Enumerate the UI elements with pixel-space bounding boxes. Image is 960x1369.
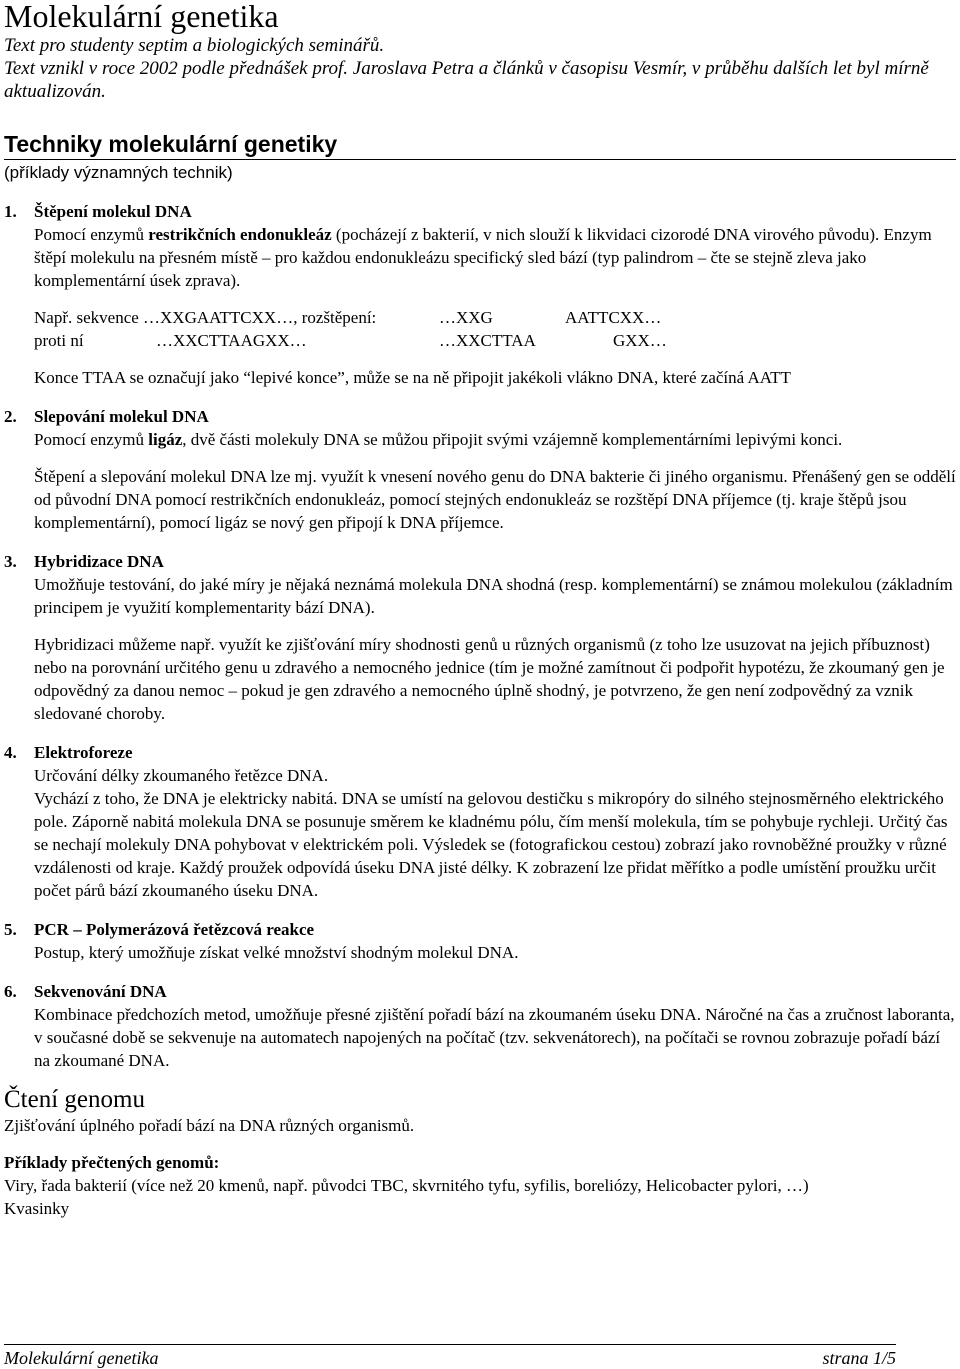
list-item-pcr xyxy=(4,918,956,964)
list-item-hybridization xyxy=(4,550,956,725)
genome-examples-label xyxy=(4,1151,956,1174)
bold-term: ligáz xyxy=(148,430,183,449)
item-title: PCR – Polymerázová řetězcová reakce xyxy=(34,920,315,939)
text-run: , dvě části molekuly DNA se můžou připojit svými vzájemně komplementárními lepivými konci. xyxy=(182,430,843,449)
document-title: Molekulární genetika xyxy=(4,0,279,34)
sequence-row xyxy=(34,306,956,329)
item-number: 1. xyxy=(4,202,17,221)
text-run: Pomocí enzymů xyxy=(34,430,149,449)
item-body xyxy=(34,741,956,902)
genome-heading: Čtení genomu xyxy=(4,1086,145,1113)
bold-term: restrikčních endonukleáz xyxy=(148,225,332,244)
item-number: 2. xyxy=(4,407,17,426)
sequence-label: proti ní xyxy=(34,331,84,350)
sequence-fragment: …XXG xyxy=(439,308,493,327)
item-paragraph xyxy=(34,223,956,292)
item-number: 5. xyxy=(4,920,17,939)
page-number: strana 1/5 xyxy=(822,1348,896,1368)
sequence-row xyxy=(34,329,956,352)
item-body xyxy=(34,550,956,725)
item-number: 6. xyxy=(4,982,17,1001)
document-origin-note: Text vznikl v roce 2002 podle přednášek prof. Jaroslava Petra a článků v časopisu Vesmír, v průběhu dalších let byl mírně aktualizován. xyxy=(4,58,929,102)
genome-example-line: Viry, řada bakterií (více než 20 kmenů, např. původci TBC, skvrnitého tyfu, syfilis, boreliózy, Helicobacter pylori, …) xyxy=(4,1176,809,1195)
list-item-ligation xyxy=(4,405,956,534)
list-item-electrophoresis xyxy=(4,741,956,902)
item-paragraph: Hybridizaci můžeme např. využít ke zjišťování míry shodnosti genů u různých organismů (z toho lze usuzovat na jejich příbuznost) nebo na porovnání určitého genu u zdravého a nemocného jednice (tím je možné zamítnout či podpořit hypotézu, že zkoumaný gen je odpovědný za danou nemoc – pokud je gen zdravého a nemocného úplně shodný, je potvrzeno, že gen není zodpovědný za vznik sledované choroby. xyxy=(34,635,945,723)
item-body xyxy=(34,200,956,389)
item-paragraph xyxy=(34,428,956,451)
sequence-fragment: AATTCXX… xyxy=(565,308,662,327)
item-paragraph: Štěpení a slepování molekul DNA lze mj. využít k vnesení nového genu do DNA bakterie či jiného organismu. Přenášený gen se oddělí od původní DNA pomocí restrikčních endonukleáz, pomocí stejných endonukleáz se rozštěpí DNA příjemce (tj. kraje štěpů jsou komplementární), pomocí ligáz se nový gen připojí k DNA příjemce. xyxy=(34,467,956,532)
genome-example-line: Kvasinky xyxy=(4,1199,70,1218)
text-run: (pocházejí z bakterií, v nich slouží k likvidaci cizorodé DNA virového původu). Enzym štěpí molekulu na přesném místě – pro každou endonukleázu specifický sled bází (typ palindrom – čte se stejně zleva jako komplementární úsek zprava). xyxy=(34,225,932,290)
sequence-fragment: GXX… xyxy=(613,331,667,350)
sequence-fragment: …XXCTTAAGXX… xyxy=(156,331,307,350)
item-title: Štěpení molekul DNA xyxy=(34,202,192,221)
sequence-label: Např. sekvence …XXGAATTCXX…, rozštěpení: xyxy=(34,308,377,327)
item-paragraph: Postup, který umožňuje získat velké množství shodným molekul DNA. xyxy=(34,943,519,962)
item-title: Hybridizace DNA xyxy=(34,552,164,571)
item-title: Elektroforeze xyxy=(34,743,133,762)
item-body xyxy=(34,980,956,1072)
item-body xyxy=(34,918,956,964)
item-paragraph: Určování délky zkoumaného řetězce DNA. xyxy=(34,766,329,785)
section-heading: Techniky molekulární genetiky xyxy=(4,131,956,160)
genome-intro: Zjišťování úplného pořadí bází na DNA různých organismů. xyxy=(4,1116,415,1135)
section-subheading: (příklady významných technik) xyxy=(4,163,233,182)
item-number: 4. xyxy=(4,743,17,762)
item-title: Sekvenování DNA xyxy=(34,982,167,1001)
text-run: Pomocí enzymů xyxy=(34,225,149,244)
item-number: 3. xyxy=(4,552,17,571)
document-page xyxy=(4,0,956,1220)
item-paragraph: Umožňuje testování, do jaké míry je nějaká neznámá molekula DNA shodná (resp. komplementární) se známou molekulou (základním principem je využití komplementarity bází DNA). xyxy=(34,575,953,617)
page-footer xyxy=(4,1344,896,1369)
item-body xyxy=(34,405,956,534)
footer-title: Molekulární genetika xyxy=(4,1348,159,1368)
bold-term: Příklady přečtených genomů: xyxy=(4,1153,220,1172)
list-item-restriction xyxy=(4,200,956,389)
item-paragraph: Konce TTAA se označují jako “lepivé konce”, může se na ně připojit jakékoli vlákno DNA, které začíná AATT xyxy=(34,368,791,387)
list-item-sequencing xyxy=(4,980,956,1072)
item-paragraph: Kombinace předchozích metod, umožňuje přesné zjištění pořadí bází na zkoumaném úseku DNA. Náročné na čas a zručnost laboranta, v současné době se sekvenuje na automatech napojených na počítač (tzv. sekvenátorech), na počítači se rovnou zobrazuje pořadí bází na zkoumané DNA. xyxy=(34,1005,955,1070)
document-subtitle: Text pro studenty septim a biologických seminářů. xyxy=(4,35,385,56)
item-title: Slepování molekul DNA xyxy=(34,407,209,426)
sequence-fragment: …XXCTTAA xyxy=(439,331,536,350)
item-paragraph: Vychází z toho, že DNA je elektricky nabitá. DNA se umístí na gelovou destičku s mikropóry do silného stejnosměrného elektrického pole. Záporně nabitá molekula DNA se posunuje směrem ke kladnému pólu, čím menší molekula, tím se pohybuje rychleji. Určitý čas se nechají molekuly DNA pohybovat v elektrickém poli. Výsledek se (fotografickou cestou) zobrazí jako rovnoběžné proužky v různé vzdálenosti od kraje. Každý proužek odpovídá úseku DNA jisté délky. K zobrazení lze přidat měřítko a podle umístění proužku určit počet párů bází zkoumaného úseku DNA. xyxy=(34,789,948,900)
